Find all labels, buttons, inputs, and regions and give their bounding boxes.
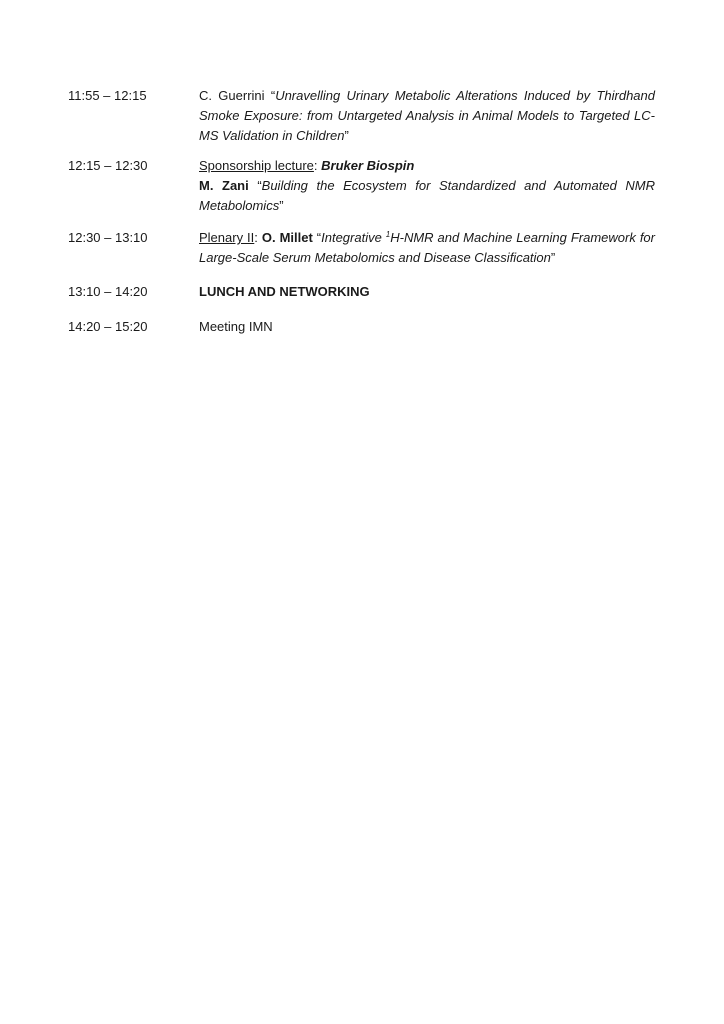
open-quote: “ bbox=[270, 88, 276, 103]
talk-title: Unravelling Urinary Metabolic Alterations Induced by Thirdhand Smoke Exposure: from Untargeted Analysis in Animal Models to Targeted LC-MS Validation in Children bbox=[199, 88, 655, 143]
session-content bbox=[199, 317, 655, 337]
speaker-name: M. Zani bbox=[199, 178, 249, 193]
close-quote: ” bbox=[550, 250, 556, 265]
open-quote: “ bbox=[257, 178, 262, 193]
session-content bbox=[199, 228, 655, 268]
session-time: 13:10 – 14:20 bbox=[68, 284, 148, 299]
talk-title: Building the Ecosystem for Standardized and Automated NMR Metabolomics bbox=[199, 178, 655, 213]
sponsor-name: Bruker Biospin bbox=[321, 158, 415, 173]
session-content bbox=[199, 156, 655, 216]
open-quote: “ bbox=[316, 230, 322, 245]
session-content bbox=[199, 282, 655, 302]
talk-title: H-NMR and Machine Learning Framework for Large-Scale Serum Metabolomics and Disease Classification bbox=[199, 230, 655, 265]
label-separator: : bbox=[313, 158, 322, 173]
close-quote: ” bbox=[279, 198, 284, 213]
session-content bbox=[199, 86, 655, 146]
talk-title-prefix: Integrative bbox=[321, 230, 386, 245]
session-label: Sponsorship lecture bbox=[199, 158, 314, 173]
break-label: LUNCH AND NETWORKING bbox=[199, 284, 370, 299]
session-time: 14:20 – 15:20 bbox=[68, 319, 148, 334]
session-time: 11:55 – 12:15 bbox=[68, 88, 147, 103]
talk-title-superscript: 1 bbox=[385, 230, 391, 239]
speaker-name: O. Millet bbox=[261, 230, 313, 245]
session-time: 12:15 – 12:30 bbox=[68, 158, 148, 173]
close-quote: ” bbox=[344, 128, 349, 143]
session-time: 12:30 – 13:10 bbox=[68, 230, 148, 245]
meeting-label: Meeting IMN bbox=[199, 319, 273, 334]
label-separator: : bbox=[254, 230, 262, 245]
session-label: Plenary II bbox=[199, 230, 255, 245]
speaker-name: C. Guerrini bbox=[199, 88, 265, 103]
